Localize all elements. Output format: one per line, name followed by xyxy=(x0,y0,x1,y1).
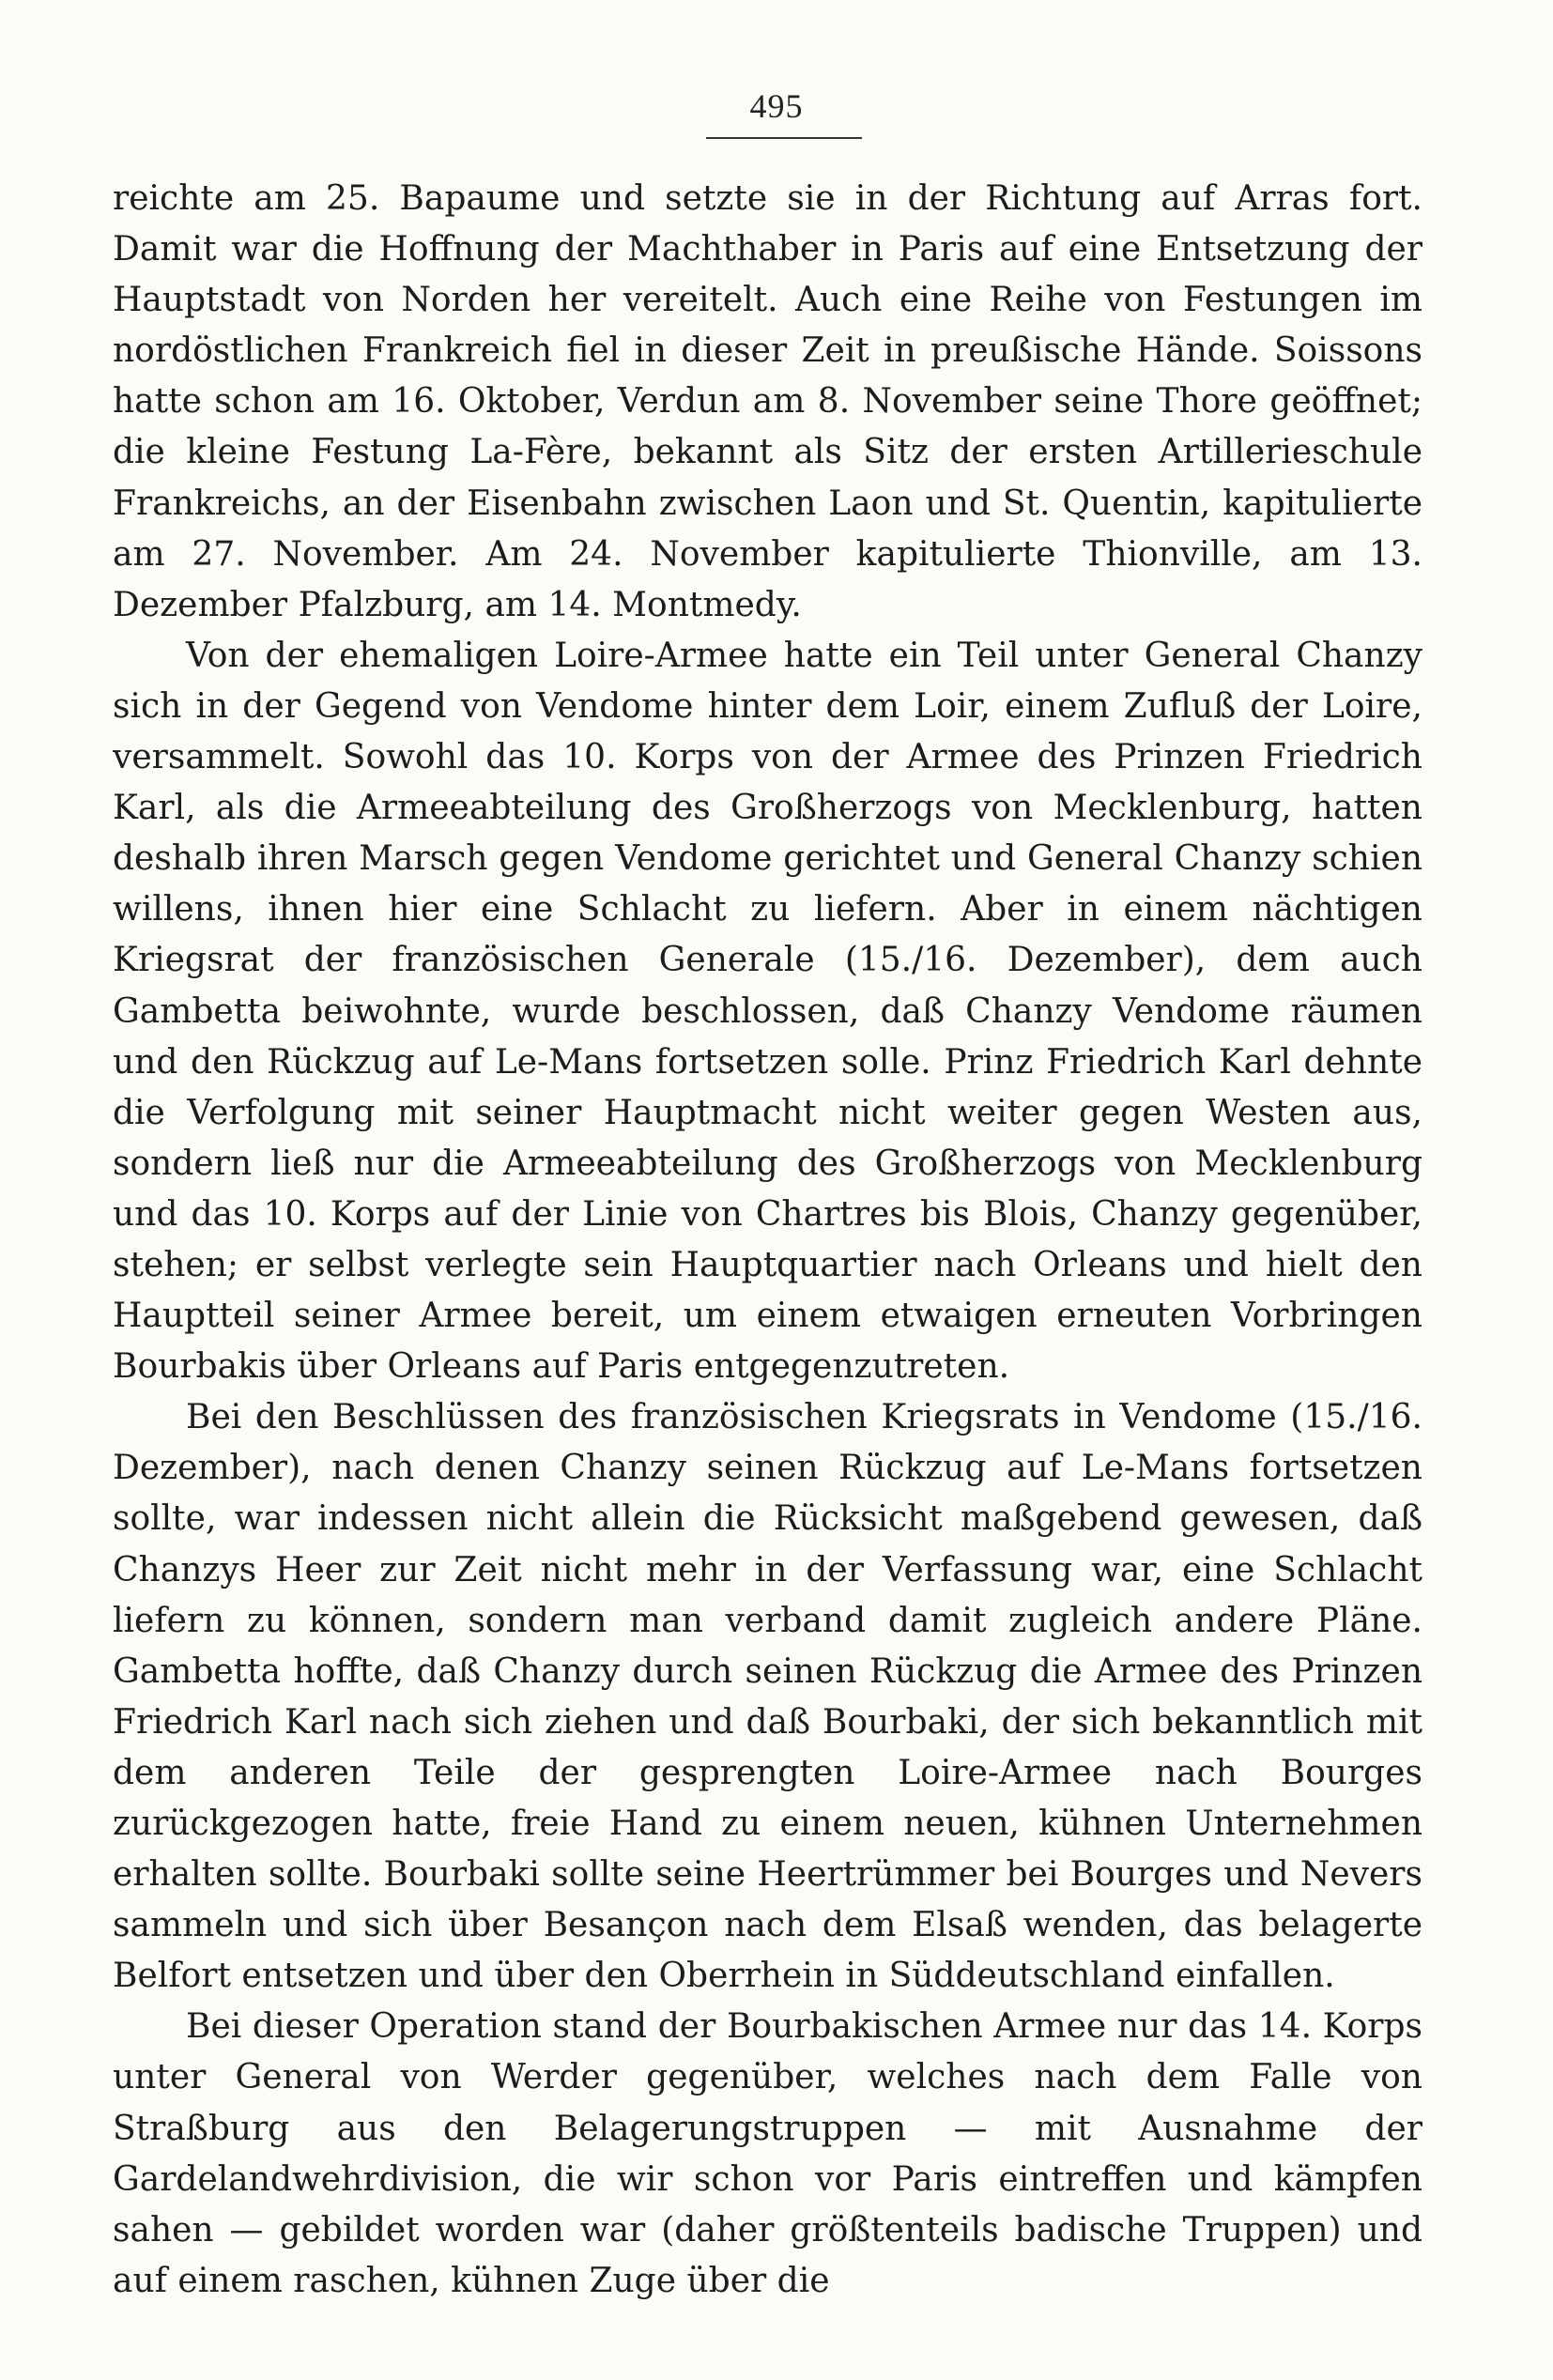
page-number: 495 xyxy=(749,87,804,125)
paragraph-2: Von der ehemaligen Loire-Armee hatte ein Teil unter General Chanzy sich in der Gegend von Vendome hinter dem Loir, einem Zufluß der Loire, versammelt. Sowohl das 10. Korps von der Armee des Prinzen Friedrich Karl, als die Armeeabteilung des Großherzogs von Mecklenburg, hatten deshalb ihren Marsch gegen Vendome gerichtet und General Chanzy schien willens, ihnen hier eine Schlacht zu liefern. Aber in einem nächtigen Kriegsrat der französischen Generale (15./16. Dezember), dem auch Gambetta beiwohnte, wurde beschlossen, daß Chanzy Vendome räumen und den Rückzug auf Le-Mans fortsetzen solle. Prinz Friedrich Karl dehnte die Verfolgung mit seiner Hauptmacht nicht weiter gegen Westen aus, sondern ließ nur die Armeeabteilung des Großherzogs von Mecklenburg und das 10. Korps auf der Linie von Chartres bis Blois, Chanzy gegenüber, stehen; er selbst verlegte sein Hauptquartier nach Orleans und hielt den Hauptteil seiner Armee bereit, um einem etwaigen erneuten Vorbringen Bourbakis über Orleans auf Paris entgegenzutreten. xyxy=(113,636,1422,1387)
page-number-rule xyxy=(706,137,862,139)
body-text xyxy=(113,174,1422,2307)
paragraph-3: Bei den Beschlüssen des französischen Kriegsrats in Vendome (15./16. Dezember), nach denen Chanzy seinen Rückzug auf Le-Mans fortsetzen sollte, war indessen nicht allein die Rücksicht maßgebend gewesen, daß Chanzys Heer zur Zeit nicht mehr in der Verfassung war, eine Schlacht liefern zu können, sondern man verband damit zugleich andere Pläne. Gambetta hoffte, daß Chanzy durch seinen Rückzug die Armee des Prinzen Friedrich Karl nach sich ziehen und daß Bourbaki, der sich bekanntlich mit dem anderen Teile der gesprengten Loire-Armee nach Bourges zurückgezogen hatte, freie Hand zu einem neuen, kühnen Unternehmen erhalten sollte. Bourbaki sollte seine Heertrümmer bei Bourges und Nevers sammeln und sich über Besançon nach dem Elsaß wenden, das belagerte Belfort entsetzen und über den Oberrhein in Süddeutschland einfallen. xyxy=(113,1398,1422,1996)
paragraph-4: Bei dieser Operation stand der Bourbakischen Armee nur das 14. Korps unter General von Werder gegenüber, welches nach dem Falle von Straßburg aus den Belagerungstruppen — mit Ausnahme der Gardelandwehrdivision, die wir schon vor Paris eintreffen und kämpfen sahen — gebildet worden war (daher größtenteils badische Truppen) und auf einem raschen, kühnen Zuge über die xyxy=(113,2007,1422,2300)
paragraph-1: reichte am 25. Bapaume und setzte sie in der Richtung auf Arras fort. Damit war die Hoffnung der Machthaber in Paris auf eine Entsetzung der Hauptstadt von Norden her vereitelt. Auch eine Reihe von Festungen im nordöstlichen Frankreich fiel in dieser Zeit in preußische Hände. Soissons hatte schon am 16. Oktober, Verdun am 8. November seine Thore geöffnet; die kleine Festung La-Fère, bekannt als Sitz der ersten Artillerieschule Frankreichs, an der Eisenbahn zwischen Laon und St. Quentin, kapitulierte am 27. November. Am 24. November kapitulierte Thionville, am 13. Dezember Pfalzburg, am 14. Montmedy. xyxy=(113,179,1422,624)
